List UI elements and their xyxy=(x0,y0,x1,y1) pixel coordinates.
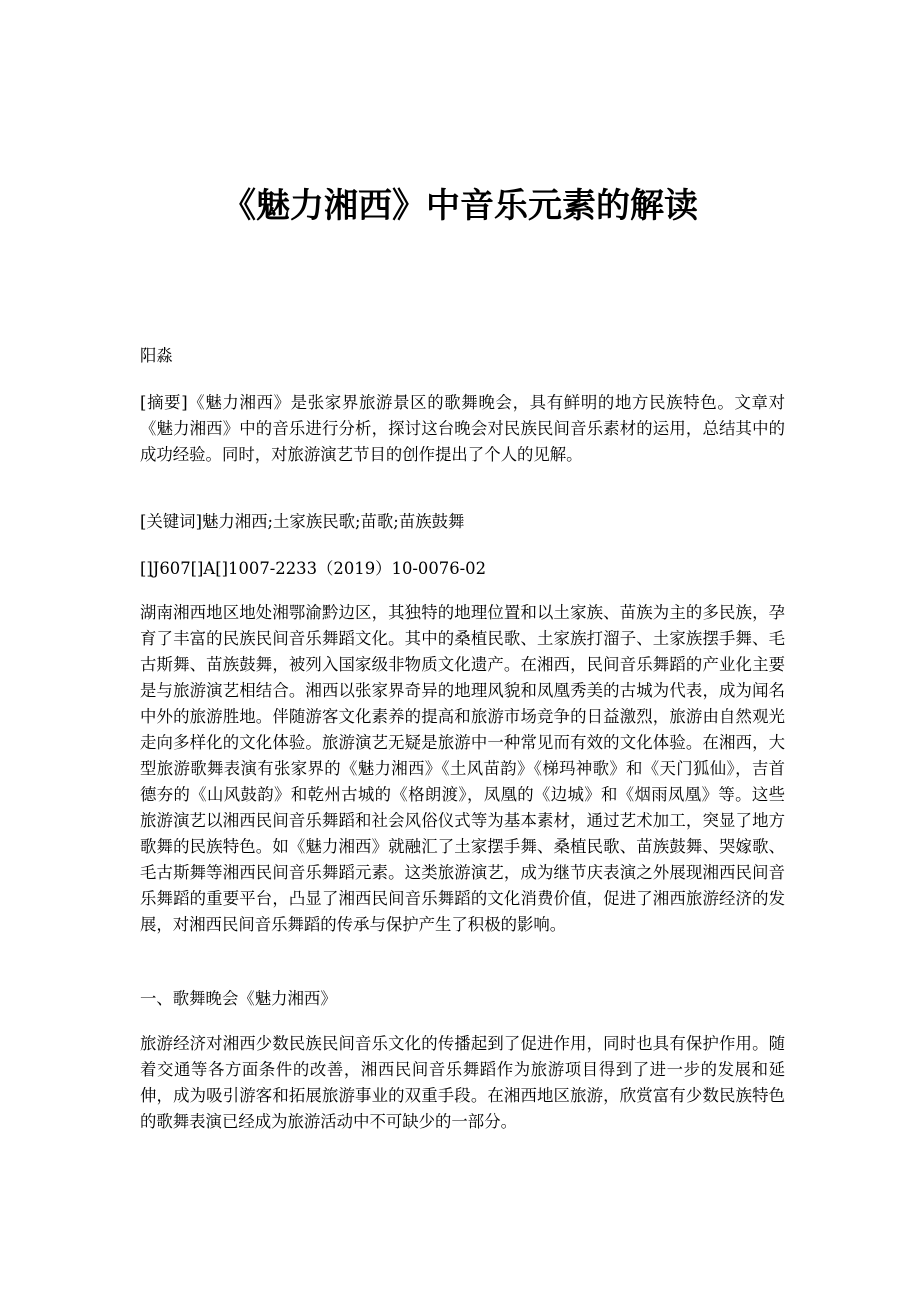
body-paragraph-2: 旅游经济对湘西少数民族民间音乐文化的传播起到了促进作用，同时也具有保护作用。随着交通等各方面条件的改善，湘西民间音乐舞蹈作为旅游项目得到了进一步的发展和延伸，成为吸引游客和拓展旅游事业的双重手段。在湘西地区旅游，欣赏富有少数民族特色的歌舞表演已经成为旅游活动中不可缺少的一部分。 xyxy=(140,1034,785,1131)
abstract-paragraph: [摘要]《魅力湘西》是张家界旅游景区的歌舞晚会，具有鲜明的地方民族特色。文章对《魅力湘西》中的音乐进行分析，探讨这台晚会对民族民间音乐素材的运用，总结其中的成功经验。同时，对旅游演艺节目的创作提出了个人的见解。 xyxy=(140,393,785,464)
section-heading-1: 一、歌舞晚会《魅力湘西》 xyxy=(140,989,337,1008)
keywords-line: [关键词]魅力湘西;土家族民歌;苗歌;苗族鼓舞 xyxy=(140,512,465,531)
classification-line: []J607[]A[]1007-2233（2019）10-0076-02 xyxy=(140,559,487,578)
body-paragraph-1: 湖南湘西地区地处湘鄂渝黔边区，其独特的地理位置和以土家族、苗族为主的多民族，孕育了丰富的民族民间音乐舞蹈文化。其中的桑植民歌、土家族打溜子、土家族摆手舞、毛古斯舞、苗族鼓舞，被列入国家级非物质文化遗产。在湘西，民间音乐舞蹈的产业化主要是与旅游演艺相结合。湘西以张家界奇异的地理风貌和凤凰秀美的古城为代表，成为闻名中外的旅游胜地。伴随游客文化素养的提高和旅游市场竞争的日益激烈，旅游由自然观光走向多样化的文化体验。旅游演艺无疑是旅游中一种常见而有效的文化体验。在湘西，大型旅游歌舞表演有张家界的《魅力湘西》《土风苗韵》《梯玛神歌》和《天门狐仙》，吉首德夯的《山风鼓韵》和乾州古城的《格朗渡》，凤凰的《边城》和《烟雨凤凰》等。这些旅游演艺以湘西民间音乐舞蹈和社会风俗仪式等为基本素材，通过艺术加工，突显了地方歌舞的民族特色。如《魅力湘西》就融汇了土家摆手舞、桑植民歌、苗族鼓舞、哭嫁歌、毛古斯舞等湘西民间音乐舞蹈元素。这类旅游演艺，成为继节庆表演之外展现湘西民间音乐舞蹈的重要平台，凸显了湘西民间音乐舞蹈的文化消费价值，促进了湘西旅游经济的发展，对湘西民间音乐舞蹈的传承与保护产生了积极的影响。 xyxy=(140,603,785,934)
document-title: 《魅力湘西》中音乐元素的解读 xyxy=(222,186,698,226)
author-name: 阳淼 xyxy=(140,346,173,365)
